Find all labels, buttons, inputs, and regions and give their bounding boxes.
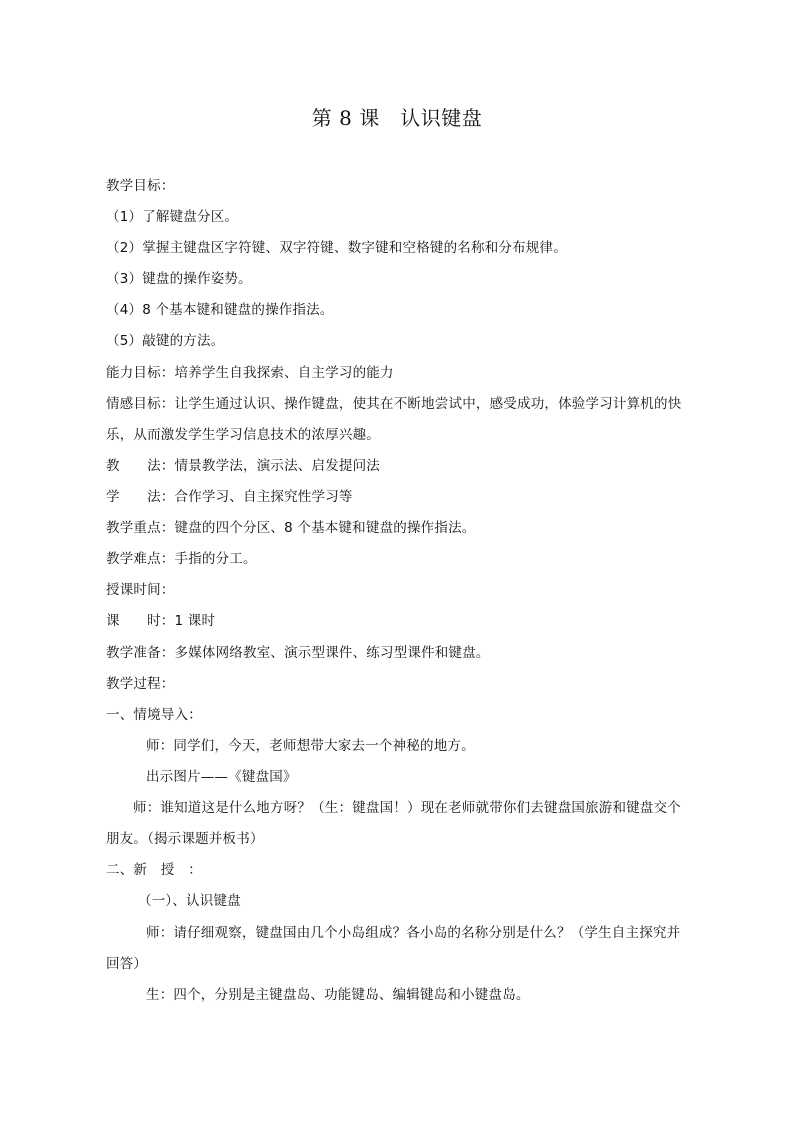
teaching-process-label: 教学过程： <box>106 676 175 692</box>
class-hours: 课 时：1 课时 <box>106 613 216 629</box>
lesson-paragraph-answer: 生：四个，分别是主键盘岛、功能键岛、编辑键岛和小键盘岛。 <box>146 987 530 1003</box>
section-label-objectives: 教学目标： <box>106 178 175 194</box>
emotion-goal-line-1: 情感目标：让学生通过认识、操作键盘，使其在不断地尝试中，感受成功，体验学习计算机的快 <box>106 396 682 412</box>
emotion-goal-line-2: 乐，从而激发学生学习信息技术的浓厚兴趣。 <box>106 427 380 443</box>
intro-paragraph-3-line-2: 朋友。（揭示课题并板书） <box>106 831 264 847</box>
lesson-paragraph-line-1: 师：请仔细观察，键盘国由几个小岛组成？各小岛的名称分别是什么？（学生自主探究并 <box>146 925 681 941</box>
ability-goal: 能力目标：培养学生自我探索、自主学习的能力 <box>106 365 394 381</box>
section-heading-intro: 一、情境导入： <box>106 707 202 723</box>
lesson-time: 授课时间： <box>106 582 175 598</box>
learning-method: 学 法：合作学习、自主探究性学习等 <box>106 489 353 505</box>
difficult-points: 教学难点：手指的分工。 <box>106 551 257 567</box>
teaching-method: 教 法：情景教学法，演示法、启发提问法 <box>106 458 380 474</box>
objective-item-2: （2）掌握主键盘区字符键、双字符键、数字键和空格键的名称和分布规律。 <box>106 240 567 256</box>
document-title: 第 8 课 认识键盘 <box>311 106 483 130</box>
objective-item-1: （1）了解键盘分区。 <box>106 209 239 225</box>
key-points: 教学重点：键盘的四个分区、8 个基本键和键盘的操作指法。 <box>106 520 476 536</box>
objective-item-5: （5）敲键的方法。 <box>106 333 225 349</box>
section-heading-new-lesson: 二、新 授 ： <box>106 862 202 878</box>
intro-paragraph-2: 出示图片——《键盘国》 <box>146 769 297 785</box>
intro-paragraph-3-line-1: 师：谁知道这是什么地方呀？（生：键盘国！）现在老师就带你们去键盘国旅游和键盘交个 <box>133 800 681 816</box>
objective-item-3: （3）键盘的操作姿势。 <box>106 271 252 287</box>
intro-paragraph-1: 师：同学们，今天，老师想带大家去一个神秘的地方。 <box>146 738 475 754</box>
objective-item-4: （4）8 个基本键和键盘的操作指法。 <box>106 302 334 318</box>
subsection-heading-keyboard: （一）、认识键盘 <box>138 893 241 909</box>
lesson-paragraph-line-2: 回答） <box>106 956 148 972</box>
teaching-preparation: 教学准备：多媒体网络教室、演示型课件、练习型课件和键盘。 <box>106 645 490 661</box>
